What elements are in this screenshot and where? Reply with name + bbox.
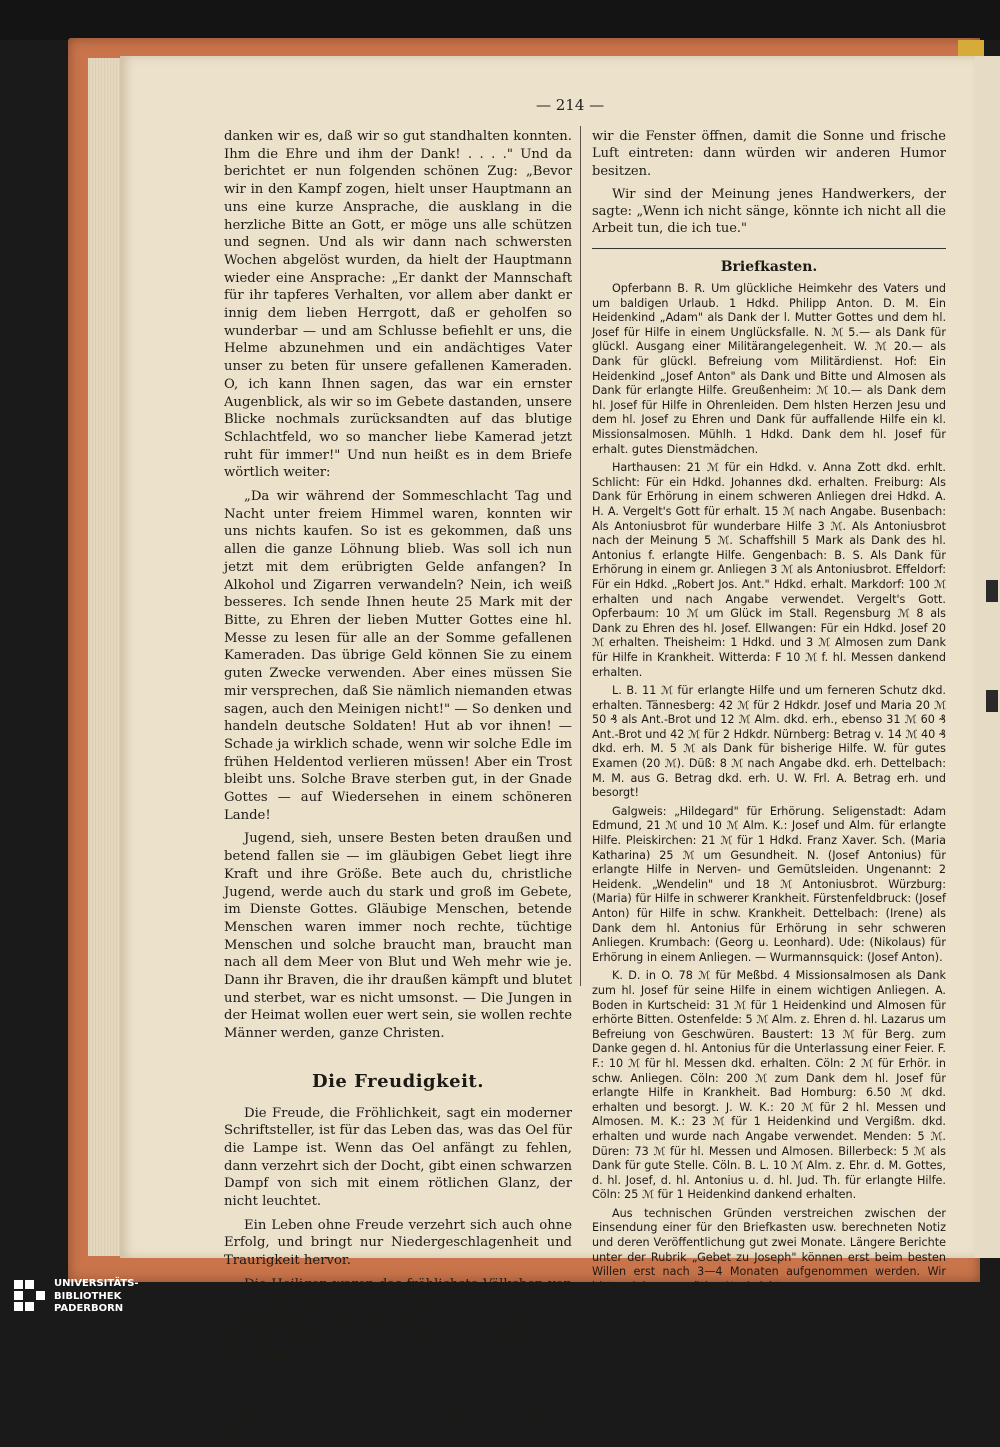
page-edges [88,58,122,1256]
paragraph: Die Heiligen waren das fröhlichste Völkchen von der Welt. Wir aber behandeln Gott wie einen Unbekannten, den man nur von Ferne grüßt . . . und das kaum. Und doch ist er der Quell aller Freudigkeit. [224,1276,572,1363]
library-name-line: BIBLIOTHEK [54,1290,122,1302]
letterbox-entry: Aus technischen Gründen verstreichen zwischen der Einsendung einer für den Briefkasten usw. berechneten Notiz und deren Veröffentlichung gut zwei Monate. Längere Berichte unter der Rubrik „Gebet zu Joseph" können erst beim besten Willen erst nach 3—4 Monaten aufgenommen werden. Wir bitten daher um gütige Nachsicht. [592,1206,946,1293]
paragraph: Ein Leben ohne Freude verzehrt sich auch ohne Erfolg, und bringt nur Niedergeschlagenheit und Traurigkeit hervor. [224,1217,572,1269]
paragraph: „Da wir während der Sommeschlacht Tag und Nacht unter freiem Himmel waren, konnten wir uns nichts kaufen. So ist es gekommen, daß uns allen die ganze Löhnung blieb. Was soll ich nun jetzt mit dem erübrigten Gelde anfangen? In Alkohol und Zigarren verwandeln? Nein, ich weiß besseres. Ich sende Ihnen heute 25 Mark mit der Bitte, zu Ehren der lieben Mutter Gottes eine hl. Messe zu lesen für alle an der Somme gefallenen Kameraden. Das übrige Geld können Sie zu einem guten Zwecke verwenden. Aber eines müssen Sie mir versprechen, daß Sie nämlich niemanden etwas sagen, auch den Meinigen nicht!" — So denken und handeln deutsche Soldaten! Hut ab vor ihnen! — Schade ja wirklich schade, wenn wir solche Edle im frühen Heldentod verlieren müssen! Aber ein Trost bleibt uns. Solche Brave sterben gut, in der Gnade Gottes — auf Wiedersehen in einem schöneren Lande! [224,489,572,823]
letterbox-entry: L. B. 11 ℳ für erlangte Hilfe und um ferneren Schutz dkd. erhalten. Tännesberg: 42 ℳ für 2 Hdkdr. Josef und Maria 20 ℳ 50 ₰ als Ant.-Brot und 12 ℳ Alm. dkd. erh., ebenso 31 ℳ 60 ₰ Ant.-Brot und 42 ℳ für 2 Hdkdr. Nürnberg: Betrag v. 14 ℳ 40 ₰ dkd. erh. M. 5 ℳ als Dank für bisherige Hilfe. W. für gutes Examen (20 ℳ). Düß: 8 ℳ nach Angabe dkd. erh. Dettelbach: M. M. aus G. Betrag dkd. erh. U. W. Frl. A. Betrag erh. und besorgt! [592,684,946,800]
paragraph: Die Freude, die Fröhlichkeit, sagt ein moderner Schriftsteller, ist für das Leben das, was das Oel für die Lampe ist. Wenn das Oel anfängt zu fehlen, dann verzehrt sich der Docht, gibt einen schwarzen Dampf von sich mit einem rötlichen Glanz, der nicht leuchtet. [224,1105,572,1210]
scan-background [0,0,1000,40]
letterbox-section [592,282,946,1294]
library-name [54,1278,139,1316]
library-logo-icon [12,1278,46,1316]
page-tab-marker [986,690,998,712]
paragraph: Wenn wir jeden Morgen vermittelst eines vertrauensvollen Gebetes unser Herz Gott öffnen, damit er die Offenheit und Freudigkeit hineingösse, gleichwie [224,1371,572,1440]
paragraph: danken wir es, daß wir so gut standhalten konnten. Ihm die Ehre und ihm der Dank! . . . ." Und da berichtet er nun folgenden schönen Zug: „Bevor wir in den Kampf zogen, hielt unser Hauptmann an uns eine kurze Ansprache, die ausklang in die herzliche Bitte an Gott, er möge uns alle schützen und segnen. Und als wir dann nach schwersten Wochen abgelöst wurden, da hielt der Hauptmann wieder eine Ansprache: „Er dankt der Mannschaft für ihr tapferes Verhalten, vor allem aber dankt er innig dem lieben Herrgott, daß er geholfen so wunderbar — und am Schlusse befiehlt er uns, die Helme abzunehmen und ein andächtiges Vater unser zu beten für unsere gefallenen Kameraden. O, ich kann Ihnen sagen, das war ein ernster Augenblick, als wir so im Gebete dastanden, unsere Blicke nochmals zurücksandten auf das blutige Schlachtfeld, wo so mancher liebe Kamerad jetzt ruht für immer!" Und nun heißt es in dem Briefe wörtlich weiter: [224,129,572,481]
library-name-line: UNIVERSITÄTS- [54,1278,139,1289]
library-name-line: PADERBORN [54,1303,124,1314]
right-column [592,128,946,1298]
letterbox-entry: Harthausen: 21 ℳ für ein Hdkd. v. Anna Zott dkd. erhlt. Schlicht: Für ein Hdkd. Johannes dkd. erhalten. Freiburg: Als Dank für Erhörung in einem schweren Anliegen drei Hdkd. A. H. A. Vergelt's Gott für erhalt. 15 ℳ nach Angabe. Busenbach: Als Antoniusbrot für wunderbare Hilfe 3 ℳ. Als Antoniusbrot nach der Meinung 5 ℳ. Schaffshill 5 Mark als Dank des hl. Antonius f. erlangte Hilfe. Gengenbach: B. S. Als Dank für Erhörung in einem gr. Anliegen 3 ℳ als Antoniusbrot. Effeldorf: Für ein Hdkd. „Robert Jos. Ant." Hdkd. erhalt. Markdorf: 100 ℳ erhalten und nach Angabe verwendet. Vergelt's Gott. Opferbaum: 10 ℳ um Glück im Stall. Regensburg ℳ 8 als Dank zu Ehren des hl. Josef. Ellwangen: Für ein Hdkd. Josef 20 ℳ erhalten. Theisheim: 1 Hdkd. und 3 ℳ Almosen zum Dank für Hilfe in Krankheit. Witterda: F 10 ℳ f. hl. Messen dankend erhalten. [592,461,946,679]
letterbox-entry: Opferbann B. R. Um glückliche Heimkehr des Vaters und um baldigen Urlaub. 1 Hdkd. Philipp Anton. D. M. Ein Heidenkind „Adam" als Dank der l. Mutter Gottes und dem hl. Josef für Hilfe in einem Unglücksfalle. N. ℳ 5.— als Dank für glückl. Ausgang einer Militärangelegenheit. W. ℳ 20.— als Dank für glückl. Befreiung vom Militärdienst. Hof: Ein Heidenkind „Josef Anton" als Dank und Bitte und Almosen als Dank für erlangte Hilfe. Greußenheim: ℳ 10.— als Dank dem hl. Josef für Hilfe in Ohrenleiden. Dem hlsten Herzen Jesu und dem hl. Josef zu Ehren und Dank für auffallende Hilfe ein kl. Missionsalmosen. Mühlh. 1 Hdkd. Dank dem hl. Josef für erhalt. gutes Dienstmädchen. [592,282,946,456]
page-number: — 214 — [536,96,605,114]
column-divider [580,126,581,986]
paragraph: Jugend, sieh, unsere Besten beten draußen und betend fallen sie — im gläubigen Gebet liegt ihre Kraft und ihre Größe. Bete auch du, christliche Jugend, werde auch du stark und groß im Gebete, im Dienste Gottes. Gläubige Menschen, betende Menschen waren immer noch rechte, tüchtige Menschen und solche braucht man, braucht man nach all dem Meer von Blut und Weh mehr wie je. Dann ihr Braven, die ihr draußen kämpft und blutet und sterbet, war es nicht umsonst. — Die Jungen in der Heimat wollen euer wert sein, sie wollen rechte Männer werden, ganze Christen. [224,831,572,1042]
paragraph: Wir sind der Meinung jenes Handwerkers, der sagte: „Wenn ich nicht sänge, könnte ich nicht all die Arbeit tun, die ich tue." [592,186,946,237]
section-heading: Die Freudigkeit. [311,1070,484,1092]
page-tab-marker [986,580,998,602]
section-rule [592,248,946,249]
letterbox-entry: K. D. in O. 78 ℳ für Meßbd. 4 Missionsalmosen als Dank zum hl. Josef für seine Hilfe in einem wichtigen Anliegen. A. Boden in Kurtscheid: 31 ℳ für 1 Heidenkind und Almosen für erhörte Bitten. Ostenfelde: 5 ℳ Alm. z. Ehren d. hl. Lazarus um Befreiung von Geschwüren. Baustert: 13 ℳ für Berg. zum Danke gegen d. hl. Antonius für die Unterlassung einer Feier. F. F.: 10 ℳ für hl. Messen dkd. erhalten. Cöln: 2 ℳ für Erhör. in schw. Anliegen. Cöln: 200 ℳ zum Dank dem hl. Josef für erlangte Hilfe in Krankheit. Bad Homburg: 6.50 ℳ dkd. erhalten und besorgt. J. W. K.: 20 ℳ für 2 hl. Messen und Almosen. M. K.: 23 ℳ für 1 Heidenkind und Vergißm. dkd. erhalten und wurde nach Angabe verwendet. Menden: 5 ℳ. Düren: 73 ℳ für hl. Messen und Almosen. Billerbeck: 5 ℳ als Dank für gute Stelle. Cöln. B. L. 10 ℳ Alm. z. Ehr. d. M. Gottes, d. hl. Josef, d. hl. Antonius u. d. hl. Jud. Th. für erlangte Hilfe. Cöln: 25 ℳ für 1 Heidenkind dankend erhalten. [592,969,946,1202]
section-heading: Briefkasten. [720,258,818,275]
paragraph: wir die Fenster öffnen, damit die Sonne und frische Luft eintreten: dann würden wir anderen Humor besitzen. [592,129,946,179]
left-column [224,128,572,1447]
letterbox-entry: Galgweis: „Hildegard" für Erhörung. Seligenstadt: Adam Edmund, 21 ℳ und 10 ℳ Alm. K.: Josef und Alm. für erlangte Hilfe. Pleiskirchen: 21 ℳ für 1 Hdkd. Franz Xaver. Sch. (Maria Katharina) 25 ℳ um Gesundheit. N. (Josef Antonius) für erlangte Hilfe in Nerven- und Gemütsleiden. Ungenannt: 2 Heidenk. „Wendelin" und 18 ℳ Antoniusbrot. Würzburg: (Maria) für Hilfe in schwerer Krankheit. Fürstenfeldbruck: (Josef Anton) für Hilfe in schw. Krankheit. Dettelbach: (Irene) als Dank dem hl. Antonius für Erhörung in sehr schweren Anliegen. Krumbach: (Georg u. Leonhard). Ude: (Nikolaus) für Erhörung in einem Anliegen. — Wurmannsquick: (Josef Anton). [592,804,946,964]
